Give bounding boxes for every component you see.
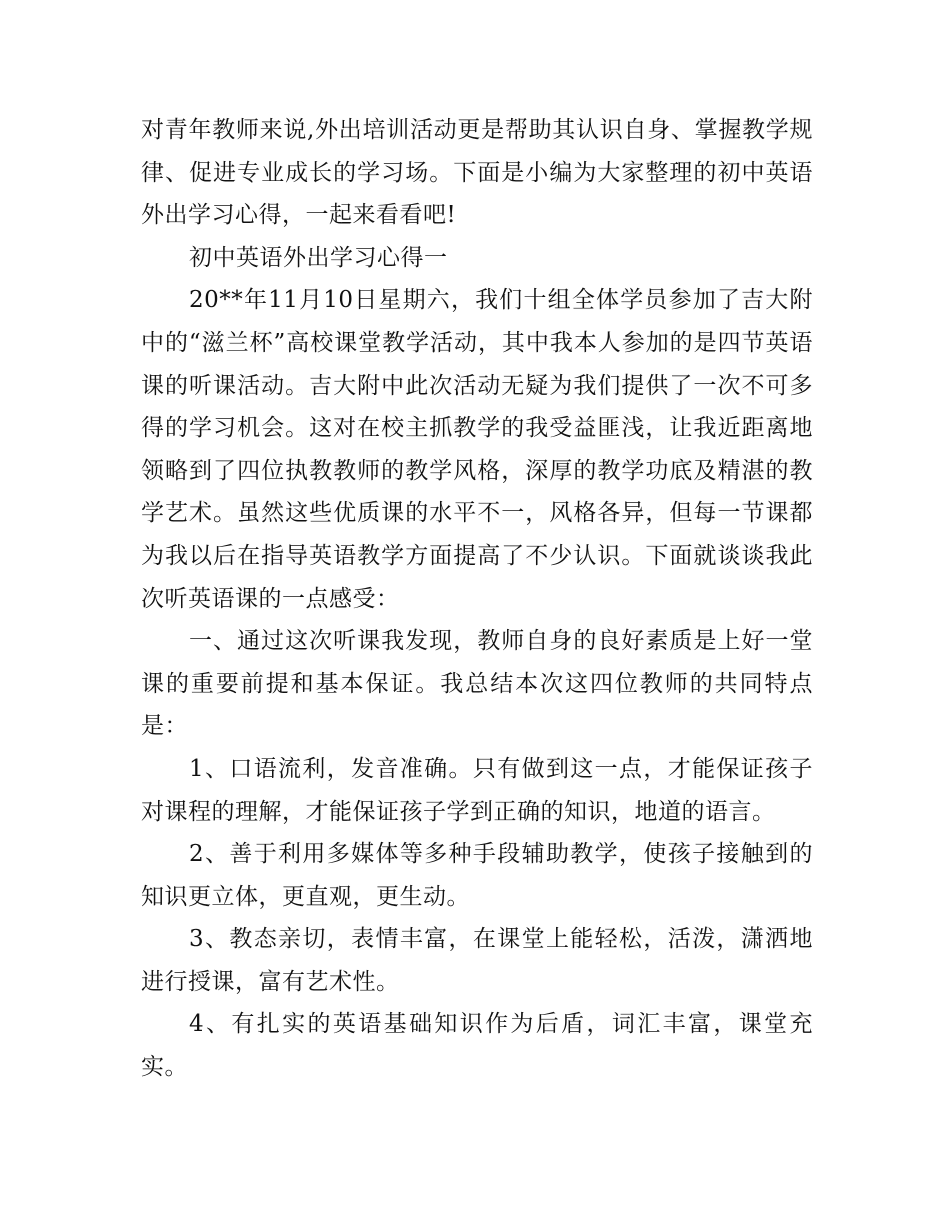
list-item-4: 4、有扎实的英语基础知识作为后盾，词汇丰富，课堂充实。 [141, 1011, 813, 1081]
body-paragraph: 20**年11月10日星期六，我们十组全体学员参加了吉大附中的“滋兰杯”高校课堂教学活动，其中我本人参加的是四节英语课的听课活动。吉大附中此次活动无疑为我们提供了一次不可多得的学习机会。这对在校主抓教学的我受益匪浅，让我近距离地领略到了四位执教教师的教学风格，深厚的教学功底及精湛的教学艺术。虽然这些优质课的水平不一，风格各异，但每一节课都为我以后在指导英语教学方面提高了不少认识。下面就谈谈我此次听英语课的一点感受： [141, 287, 813, 612]
section-heading: 初中英语外出学习心得一 [189, 244, 448, 271]
point-one-paragraph: 一、通过这次听课我发现，教师自身的良好素质是上好一堂课的重要前提和基本保证。我总结本次这四位教师的共同特点是： [141, 628, 813, 740]
list-item-3: 3、教态亲切，表情丰富，在课堂上能轻松，活泼，潇洒地进行授课，富有艺术性。 [141, 926, 813, 995]
intro-paragraph: 对青年教师来说,外出培训活动更是帮助其认识自身、掌握教学规律、促进专业成长的学习场。下面是小编为大家整理的初中英语外出学习心得，一起来看看吧! [141, 117, 813, 229]
list-item-1: 1、口语流利，发音准确。只有做到这一点，才能保证孩子对课程的理解，才能保证孩子学到正确的知识，地道的语言。 [141, 755, 813, 825]
list-item-2: 2、善于利用多媒体等多种手段辅助教学，使孩子接触到的知识更立体，更直观，更生动。 [141, 841, 813, 910]
document-body [141, 109, 813, 1089]
